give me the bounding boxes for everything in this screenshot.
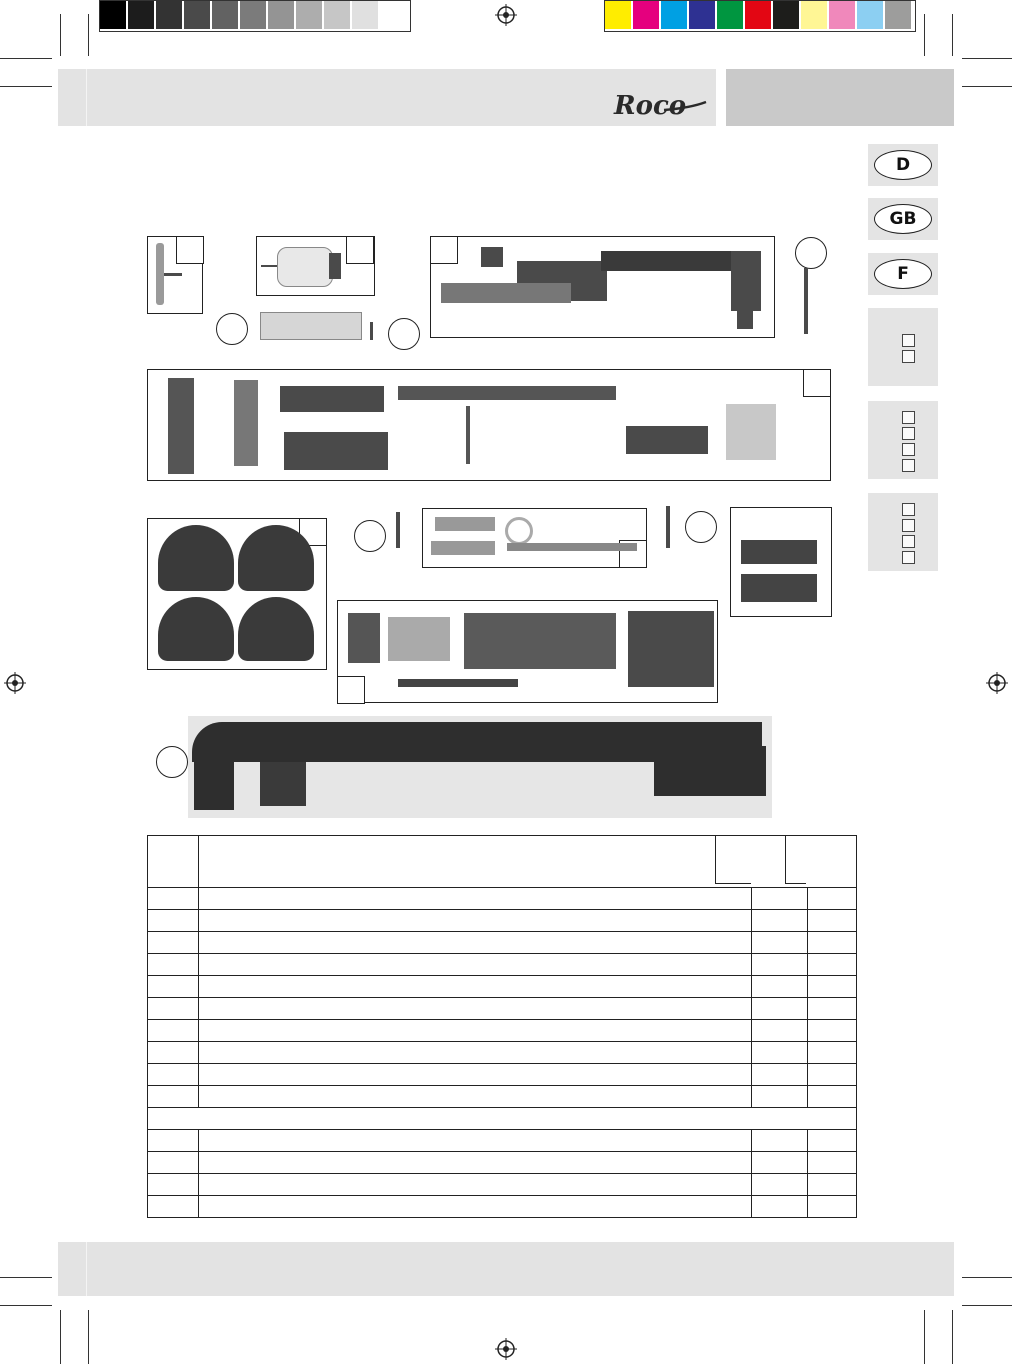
table-cell: [148, 888, 199, 910]
table-cell: [148, 836, 199, 888]
table-cell: [148, 1130, 199, 1152]
table-cell: [199, 954, 752, 976]
color-swatch: [352, 1, 378, 29]
table-cell: [199, 910, 752, 932]
table-row: [148, 1042, 857, 1064]
table-cell: [199, 888, 752, 910]
list-icon: [902, 459, 915, 472]
table-cell: [199, 1042, 752, 1064]
table-cell: [752, 910, 808, 932]
table-cell: [752, 954, 808, 976]
table-cell: [148, 1064, 199, 1086]
table-row: [148, 910, 857, 932]
table-cell: [148, 976, 199, 998]
table-cell: [199, 1130, 752, 1152]
registration-mark-icon: [495, 1338, 517, 1360]
table-cell: [148, 1042, 199, 1064]
table-cell: [199, 1152, 752, 1174]
table-cell: [808, 1174, 857, 1196]
table-cell: [148, 954, 199, 976]
lang-tab-f[interactable]: [868, 253, 938, 295]
crop-mark: [60, 14, 61, 56]
part-box-axle: [147, 236, 203, 314]
list-icon: [902, 350, 915, 363]
crop-mark: [924, 1310, 925, 1364]
table-row: [148, 1020, 857, 1042]
lang-tab-label: GB: [874, 204, 932, 234]
crop-mark: [962, 86, 1012, 87]
table-row: [148, 1086, 857, 1108]
table-row: [148, 1196, 857, 1218]
table-cell: [808, 1196, 857, 1218]
table-header-row: [148, 836, 857, 888]
table-cell: [752, 998, 808, 1020]
color-swatch: [605, 1, 631, 29]
color-swatch: [717, 1, 743, 29]
table-cell: [752, 1130, 808, 1152]
part-box-weights: [422, 508, 647, 568]
table-cell: [199, 976, 752, 998]
funnel-icon: [902, 443, 915, 456]
crop-mark: [0, 1277, 52, 1278]
callout-circle: [156, 746, 188, 778]
color-swatch: [128, 1, 154, 29]
table-section-row: [148, 1108, 857, 1130]
callout-circle: [216, 313, 248, 345]
color-swatch: [212, 1, 238, 29]
table-cell: [199, 998, 752, 1020]
crop-mark: [60, 1310, 61, 1364]
table-cell: [199, 836, 857, 888]
funnel-icon: [902, 535, 915, 548]
table-cell: [808, 910, 857, 932]
parts-table: [147, 835, 857, 1218]
table-cell: [752, 888, 808, 910]
table-cell: [808, 888, 857, 910]
crop-mark: [88, 1310, 89, 1364]
part-box-wipers: [730, 507, 832, 617]
table-cell: [148, 998, 199, 1020]
lang-tab-d[interactable]: [868, 144, 938, 186]
table-cell: [148, 1020, 199, 1042]
table-cell: [199, 1064, 752, 1086]
part-box-small-parts: [337, 600, 718, 703]
lang-tab-gb[interactable]: [868, 198, 938, 240]
crop-mark: [0, 58, 52, 59]
table-row: [148, 932, 857, 954]
side-icon-group-3[interactable]: [868, 493, 938, 571]
table-row: [148, 998, 857, 1020]
table-cell: [752, 1042, 808, 1064]
grayscale-color-bar: [99, 0, 411, 32]
table-cell: [808, 998, 857, 1020]
list-icon: [902, 334, 915, 347]
part-box-motor: [256, 236, 375, 296]
tool-icon: [902, 503, 915, 516]
crop-mark: [952, 14, 953, 56]
crop-mark: [88, 14, 89, 56]
lang-tab-label: F: [874, 259, 932, 289]
color-swatch: [240, 1, 266, 29]
part-screw: [804, 268, 808, 334]
arrow-icon: [902, 551, 915, 564]
table-row: [148, 954, 857, 976]
color-swatch: [661, 1, 687, 29]
part-box-chassis: [430, 236, 775, 338]
crop-mark: [0, 1305, 52, 1306]
callout-circle: [685, 511, 717, 543]
part-circuit-board: [260, 312, 362, 340]
tool-icon: [902, 411, 915, 424]
color-swatch: [745, 1, 771, 29]
part-frame-long: [188, 716, 772, 818]
header-band-divider: [86, 69, 87, 126]
table-cell: [808, 1064, 857, 1086]
table-row: [148, 976, 857, 998]
table-cell: [199, 1020, 752, 1042]
footer-band-divider: [86, 1242, 87, 1296]
table-cell: [808, 976, 857, 998]
tool-icon: [902, 427, 915, 440]
table-cell: [148, 1152, 199, 1174]
crop-mark: [0, 86, 52, 87]
color-swatch: [829, 1, 855, 29]
callout-circle: [354, 520, 386, 552]
color-swatch: [885, 1, 911, 29]
crop-mark: [924, 14, 925, 56]
registration-mark-icon: [495, 4, 517, 26]
callout-circle: [388, 318, 420, 350]
table-cell: [752, 1174, 808, 1196]
lang-tab-label: D: [874, 150, 932, 180]
color-swatch: [268, 1, 294, 29]
table-cell: [752, 1152, 808, 1174]
table-cell: [148, 932, 199, 954]
color-swatch: [324, 1, 350, 29]
table-row: [148, 888, 857, 910]
table-cell: [199, 932, 752, 954]
table-cell: [808, 932, 857, 954]
registration-mark-icon: [4, 672, 26, 694]
color-swatch: [100, 1, 126, 29]
table-cell: [148, 1174, 199, 1196]
part-box-bumpers: [147, 518, 327, 670]
table-row: [148, 1064, 857, 1086]
table-cell: [752, 1064, 808, 1086]
color-swatch: [184, 1, 210, 29]
part-box-bogies: [147, 369, 831, 481]
color-swatch: [633, 1, 659, 29]
crop-mark: [952, 1310, 953, 1364]
table-cell: [808, 1042, 857, 1064]
table-cell: [752, 976, 808, 998]
table-cell: [199, 1086, 752, 1108]
footer-band: [58, 1242, 954, 1296]
table-cell: [752, 1020, 808, 1042]
color-swatch: [689, 1, 715, 29]
color-swatch: [857, 1, 883, 29]
table-cell: [148, 1108, 857, 1130]
table-cell: [808, 1086, 857, 1108]
color-swatch: [801, 1, 827, 29]
process-color-bar: [604, 0, 916, 32]
side-icon-group-1[interactable]: [868, 308, 938, 386]
registration-mark-icon: [986, 672, 1008, 694]
table-row: [148, 1152, 857, 1174]
table-cell: [752, 932, 808, 954]
color-swatch: [296, 1, 322, 29]
tool-icon: [902, 519, 915, 532]
callout-circle: [795, 237, 827, 269]
color-swatch: [380, 1, 406, 29]
crop-mark: [962, 58, 1012, 59]
crop-mark: [962, 1305, 1012, 1306]
color-swatch: [773, 1, 799, 29]
table-row: [148, 1130, 857, 1152]
table-cell: [808, 1152, 857, 1174]
table-cell: [148, 1196, 199, 1218]
crop-mark: [962, 1277, 1012, 1278]
header-side-band: [726, 69, 954, 126]
table-row: [148, 1174, 857, 1196]
brand-logo: [610, 86, 710, 122]
table-cell: [808, 954, 857, 976]
table-cell: [752, 1086, 808, 1108]
svg-text:Roco: Roco: [614, 91, 687, 121]
table-cell: [199, 1174, 752, 1196]
side-icon-group-2[interactable]: [868, 401, 938, 479]
table-cell: [752, 1196, 808, 1218]
color-swatch: [156, 1, 182, 29]
table-cell: [808, 1020, 857, 1042]
table-cell: [808, 1130, 857, 1152]
table-cell: [199, 1196, 752, 1218]
table-cell: [148, 910, 199, 932]
table-cell: [148, 1086, 199, 1108]
